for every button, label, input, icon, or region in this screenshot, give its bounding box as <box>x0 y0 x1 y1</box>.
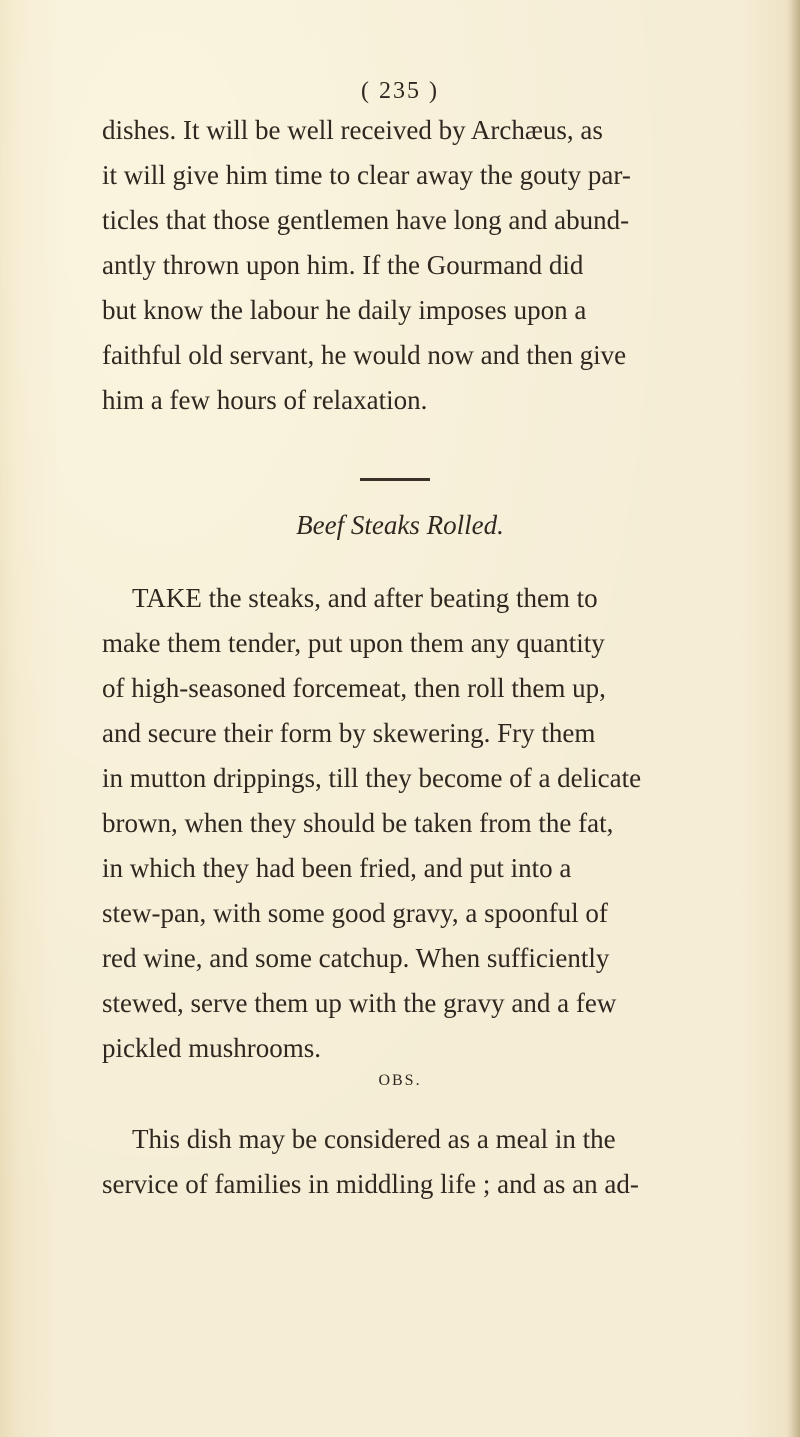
recipe-title: Beef Steaks Rolled. <box>296 510 504 540</box>
section-divider <box>360 478 430 481</box>
text-line: This dish may be considered as a meal in the <box>132 1124 616 1154</box>
text-line: in which they had been fried, and put into a <box>102 853 572 883</box>
page-number-header <box>0 78 800 105</box>
text-line: him a few hours of relaxation. <box>102 385 428 415</box>
text-line: make them tender, put upon them any quantity <box>102 628 605 658</box>
text-line: antly thrown upon him. If the Gourmand did <box>102 250 584 280</box>
text-line: and secure their form by skewering. Fry them <box>102 718 596 748</box>
text-line: of high-seasoned forcemeat, then roll them up, <box>102 673 606 703</box>
page-number: ( 235 ) <box>361 78 439 104</box>
text-line: TAKE the steaks, and after beating them to <box>132 583 598 613</box>
page-edge-shadow <box>786 0 800 1437</box>
text-line: stewed, serve them up with the gravy and a few <box>102 988 617 1018</box>
text-line: red wine, and some catchup. When sufficiently <box>102 943 610 973</box>
text-line: service of families in middling life ; and as an ad- <box>102 1169 639 1199</box>
text-line: dishes. It will be well received by Archæus, as <box>102 115 603 145</box>
text-line: stew-pan, with some good gravy, a spoonful of <box>102 898 608 928</box>
text-line: brown, when they should be taken from the fat, <box>102 808 614 838</box>
text-line: faithful old servant, he would now and then give <box>102 340 627 370</box>
text-line: it will give him time to clear away the gouty par- <box>102 160 631 190</box>
text-line: but know the labour he daily imposes upon a <box>102 295 587 325</box>
obs-heading: OBS. <box>378 1072 422 1089</box>
text-line: ticles that those gentlemen have long and abund- <box>102 205 630 235</box>
text-line: pickled mushrooms. <box>102 1033 321 1063</box>
text-line: in mutton drippings, till they become of a delicate <box>102 763 642 793</box>
